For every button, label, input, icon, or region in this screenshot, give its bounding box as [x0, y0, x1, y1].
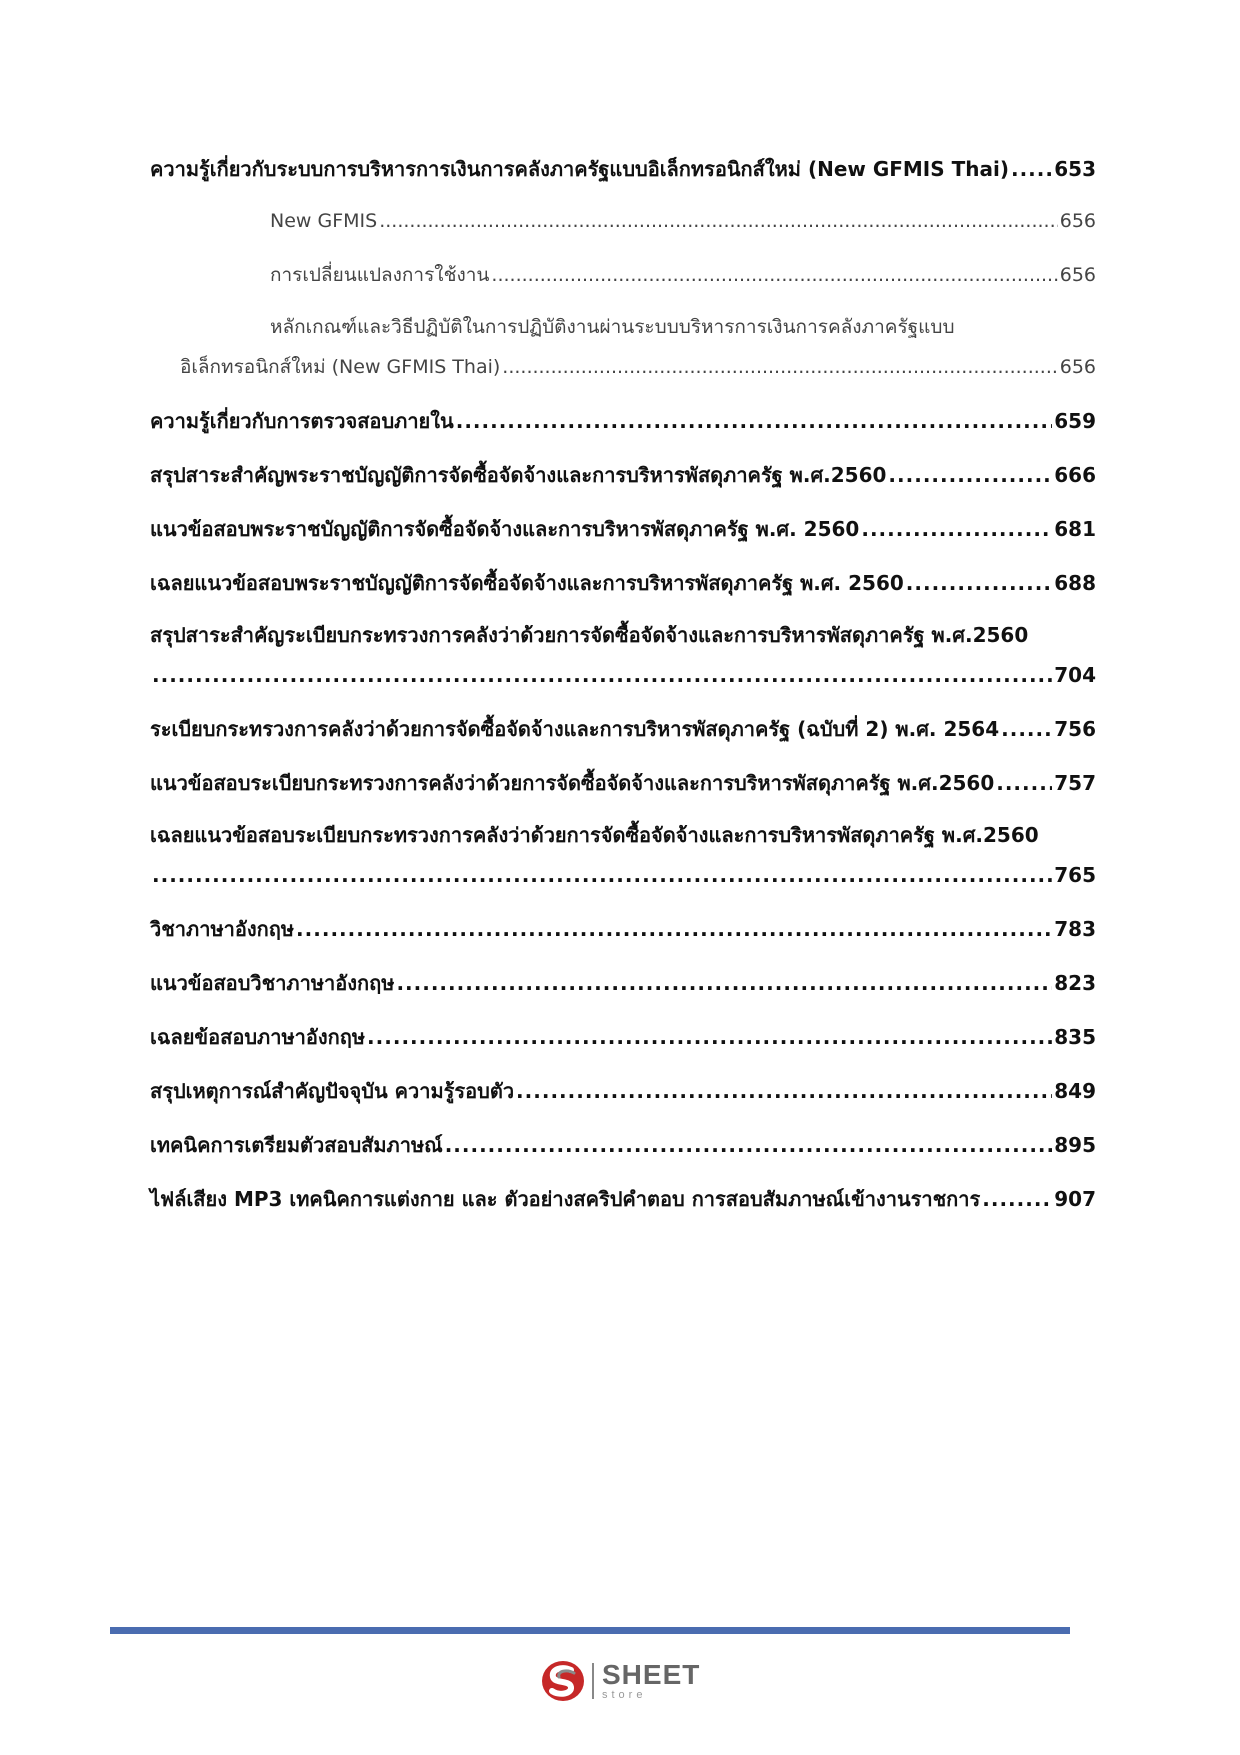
toc-page-number: 688 [1054, 571, 1096, 595]
logo-name: SHEET [602, 1659, 701, 1690]
toc-leader-dots [996, 769, 1052, 797]
toc-entry[interactable] [150, 661, 1096, 689]
toc-leader-dots [456, 407, 1053, 435]
toc-leader-dots [445, 1131, 1053, 1159]
toc-entry-title: ความรู้เกี่ยวกับการตรวจสอบภายใน [150, 409, 454, 433]
logo-subtitle: store [602, 1689, 647, 1701]
toc-page-number: 783 [1054, 917, 1096, 941]
toc-entry-title: ระเบียบกระทรวงการคลังว่าด้วยการจัดซื้อจัดจ้างและการบริหารพัสดุภาครัฐ (ฉบับที่ 2) พ.ศ. 2564 [150, 717, 1000, 741]
toc-page-number: 656 [1059, 264, 1096, 286]
toc-page-number: 756 [1054, 717, 1096, 741]
toc-leader-dots [502, 353, 1057, 381]
toc-page-number: 823 [1054, 971, 1096, 995]
toc-entry[interactable] [150, 1185, 1096, 1213]
toc-entry[interactable] [150, 461, 1096, 489]
sheet-logo-icon [540, 1659, 586, 1703]
toc-entry[interactable] [150, 915, 1096, 943]
toc-leader-dots [516, 1077, 1052, 1105]
logo-wordmark [602, 1661, 700, 1701]
toc-leader-dots [152, 661, 1052, 689]
toc-leader-dots [861, 515, 1052, 543]
toc-page-number: 849 [1054, 1079, 1096, 1103]
toc-page-number: 765 [1054, 863, 1096, 887]
toc-entry-line1[interactable] [150, 621, 1096, 649]
toc-entry-line1[interactable] [270, 313, 1096, 341]
toc-leader-dots [888, 461, 1052, 489]
toc-entry[interactable] [150, 1023, 1096, 1051]
toc-page-number: 704 [1054, 663, 1096, 687]
logo-separator [592, 1663, 594, 1699]
toc-entry-title: แนวข้อสอบระเบียบกระทรวงการคลังว่าด้วยการจัดซื้อจัดจ้างและการบริหารพัสดุภาครัฐ พ.ศ.2560 [150, 771, 995, 795]
toc-page-number: 835 [1054, 1025, 1096, 1049]
toc-entry-title: แนวข้อสอบวิชาภาษาอังกฤษ [150, 971, 395, 995]
toc-entry-title: สรุปสาระสำคัญพระราชบัญญัติการจัดซื้อจัดจ้างและการบริหารพัสดุภาครัฐ พ.ศ.2560 [150, 463, 887, 487]
toc-page-number: 659 [1054, 409, 1096, 433]
toc-entry-title: ความรู้เกี่ยวกับระบบการบริหารการเงินการคลังภาครัฐแบบอิเล็กทรอนิกส์ใหม่ (New GFMIS Thai) [150, 157, 1009, 181]
toc-page-number: 757 [1054, 771, 1096, 795]
toc-entry[interactable] [150, 969, 1096, 997]
toc-leader-dots [982, 1185, 1052, 1213]
toc-entry-title: แนวข้อสอบพระราชบัญญัติการจัดซื้อจัดจ้างและการบริหารพัสดุภาครัฐ พ.ศ. 2560 [150, 517, 860, 541]
toc-page-number: 656 [1059, 210, 1096, 232]
toc-entry-title: เฉลยแนวข้อสอบระเบียบกระทรวงการคลังว่าด้วยการจัดซื้อจัดจ้างและการบริหารพัสดุภาครัฐ พ.ศ.2560 [150, 823, 1039, 847]
toc-entry-title: สรุปสาระสำคัญระเบียบกระทรวงการคลังว่าด้วยการจัดซื้อจัดจ้างและการบริหารพัสดุภาครัฐ พ.ศ.2560 [150, 623, 1029, 647]
toc-leader-dots [379, 207, 1058, 235]
toc-entry-line1[interactable] [150, 821, 1096, 849]
toc-leader-dots [396, 969, 1052, 997]
toc-subentry[interactable] [270, 261, 1096, 289]
toc-leader-dots [491, 261, 1057, 289]
toc-entry[interactable] [150, 407, 1096, 435]
toc-leader-dots [152, 861, 1052, 889]
toc-entry[interactable] [150, 515, 1096, 543]
toc-entry-title: อิเล็กทรอนิกส์ใหม่ (New GFMIS Thai) [180, 356, 501, 378]
toc-page-number: 656 [1059, 356, 1096, 378]
toc-leader-dots [367, 1023, 1052, 1051]
toc-page-number: 907 [1054, 1187, 1096, 1211]
footer-divider [110, 1627, 1070, 1634]
toc-entry-title: เฉลยข้อสอบภาษาอังกฤษ [150, 1025, 366, 1049]
toc-page-number: 666 [1054, 463, 1096, 487]
toc-entry[interactable] [150, 861, 1096, 889]
toc-entry[interactable] [150, 1131, 1096, 1159]
toc-entry[interactable] [150, 155, 1096, 183]
toc-entry-title: สรุปเหตุการณ์สำคัญปัจจุบัน ความรู้รอบตัว [150, 1079, 515, 1103]
toc-entry[interactable] [150, 769, 1096, 797]
toc-entry[interactable] [150, 715, 1096, 743]
toc-entry-title: หลักเกณฑ์และวิธีปฏิบัติในการปฏิบัติงานผ่านระบบบริหารการเงินการคลังภาครัฐแบบ [270, 316, 955, 338]
toc-leader-dots [296, 915, 1052, 943]
toc-subentry[interactable] [270, 207, 1096, 235]
toc-entry-title: เทคนิคการเตรียมตัวสอบสัมภาษณ์ [150, 1133, 443, 1157]
toc-leader-dots [1001, 715, 1052, 743]
toc-page-number: 681 [1054, 517, 1096, 541]
toc-entry-title: วิชาภาษาอังกฤษ [150, 917, 295, 941]
toc-entry-title: New GFMIS [270, 210, 378, 232]
toc-entry-title: เฉลยแนวข้อสอบพระราชบัญญัติการจัดซื้อจัดจ้างและการบริหารพัสดุภาครัฐ พ.ศ. 2560 [150, 571, 904, 595]
toc-entry-title: การเปลี่ยนแปลงการใช้งาน [270, 264, 490, 286]
toc-subentry[interactable] [180, 353, 1096, 381]
sheet-store-logo [540, 1656, 710, 1706]
toc-leader-dots [906, 569, 1052, 597]
toc-leader-dots [1011, 155, 1052, 183]
toc-entry[interactable] [150, 1077, 1096, 1105]
toc-entry-title: ไฟล์เสียง MP3 เทคนิคการแต่งกาย และ ตัวอย่างสคริปคำตอบ การสอบสัมภาษณ์เข้างานราชการ [150, 1187, 981, 1211]
toc-page-number: 895 [1054, 1133, 1096, 1157]
toc-page-number: 653 [1054, 157, 1096, 181]
toc-entry[interactable] [150, 569, 1096, 597]
